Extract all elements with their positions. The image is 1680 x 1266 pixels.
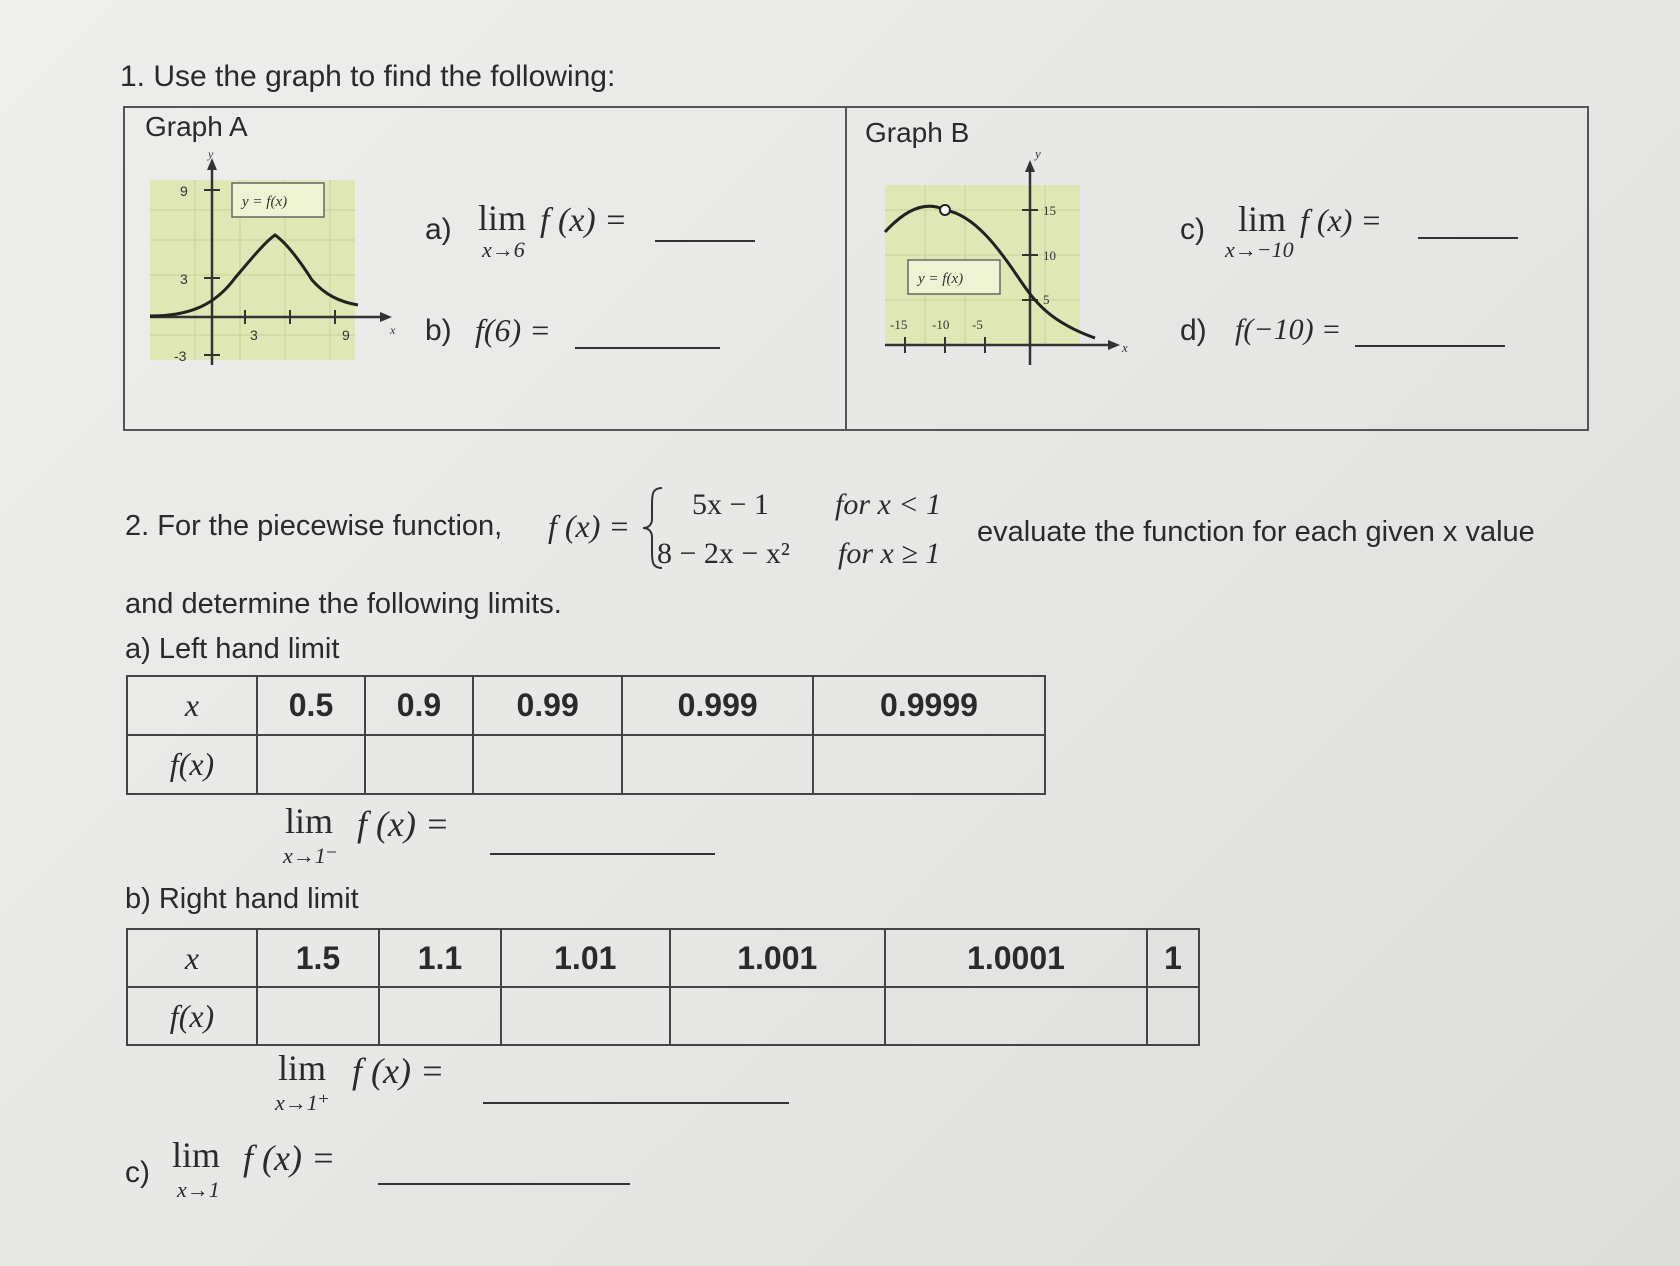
x-value-cell: 1.1 bbox=[379, 929, 501, 987]
q1-d-expr: f(−10) = bbox=[1235, 313, 1342, 346]
graph-a-func-label: y = f(x) bbox=[242, 194, 288, 210]
table-row-fx bbox=[127, 735, 1045, 794]
fx-answer-cell[interactable] bbox=[257, 735, 365, 794]
graph-b-xtick-neg10: -10 bbox=[932, 317, 950, 332]
q1-a-lim: lim bbox=[478, 198, 527, 238]
fx-answer-cell[interactable] bbox=[365, 735, 473, 794]
x-value-cell: 0.99 bbox=[473, 676, 622, 735]
graph-b-xtick-neg15: -15 bbox=[890, 317, 908, 332]
part-c-expr: f (x) = bbox=[243, 1138, 336, 1178]
fx-answer-cell[interactable] bbox=[670, 987, 885, 1045]
graph-a bbox=[140, 150, 400, 380]
piece-1-cond: for x < 1 bbox=[835, 488, 942, 521]
graph-b bbox=[870, 140, 1130, 375]
q1-a-letter: a) bbox=[425, 213, 452, 246]
piece-2-cond: for x ≥ 1 bbox=[838, 537, 941, 570]
fx-header: f(x) bbox=[127, 735, 257, 794]
graph-a-x-arrow bbox=[380, 312, 392, 322]
q1-c-letter: c) bbox=[1180, 213, 1205, 246]
x-value-cell: 0.999 bbox=[622, 676, 813, 735]
part-b-sub: x→1⁺ bbox=[275, 1090, 330, 1115]
graph-b-ytick-5: 5 bbox=[1043, 292, 1050, 307]
q1-a-sub: x→6 bbox=[482, 237, 525, 262]
graph-b-y-arrow bbox=[1025, 160, 1035, 172]
graph-a-ytick-neg3: -3 bbox=[174, 348, 187, 364]
question-2-line2: and determine the following limits. bbox=[125, 588, 562, 620]
graph-b-func-label: y = f(x) bbox=[918, 271, 964, 287]
x-value-cell: 0.5 bbox=[257, 676, 365, 735]
table-row-fx bbox=[127, 987, 1199, 1045]
fx-answer-cell[interactable] bbox=[257, 987, 379, 1045]
fx-header: f(x) bbox=[127, 987, 257, 1045]
x-header: x bbox=[127, 676, 257, 735]
graph-a-y-label: y bbox=[208, 150, 214, 161]
x-header: x bbox=[127, 929, 257, 987]
question-2-tail: evaluate the function for each given x value bbox=[977, 516, 1535, 548]
x-value-cell: 1.5 bbox=[257, 929, 379, 987]
graph-b-x-arrow bbox=[1108, 340, 1120, 350]
q1-b-expr: f(6) = bbox=[475, 312, 551, 348]
graph-b-ytick-15: 15 bbox=[1043, 203, 1056, 218]
x-value-cell: 1.0001 bbox=[885, 929, 1147, 987]
part-a-sub: x→1⁻ bbox=[283, 843, 338, 868]
graph-a-ytick-9: 9 bbox=[180, 183, 188, 199]
graph-b-xtick-neg5: -5 bbox=[972, 317, 983, 332]
question-1-title: 1. Use the graph to find the following: bbox=[120, 60, 616, 93]
q1-c-lim: lim bbox=[1238, 199, 1287, 239]
x-value-cell: 1 bbox=[1147, 929, 1199, 987]
fx-answer-cell[interactable] bbox=[473, 735, 622, 794]
question-2-intro: 2. For the piecewise function, bbox=[125, 510, 503, 542]
part-c-sub: x→1 bbox=[177, 1177, 220, 1202]
graph-b-y-label: y bbox=[1035, 146, 1041, 161]
graph-a-label: Graph A bbox=[145, 111, 248, 142]
graph-box-divider bbox=[845, 106, 847, 431]
left-limit-table bbox=[126, 675, 1046, 795]
q1-a-answer-blank[interactable] bbox=[655, 240, 755, 242]
part-a-expr: f (x) = bbox=[357, 804, 450, 844]
x-value-cell: 1.01 bbox=[501, 929, 670, 987]
q1-d-letter: d) bbox=[1180, 314, 1207, 347]
part-c-answer-blank[interactable] bbox=[378, 1183, 630, 1185]
part-a-label: a) Left hand limit bbox=[125, 633, 340, 665]
fx-answer-cell[interactable] bbox=[379, 987, 501, 1045]
table-row-x bbox=[127, 929, 1199, 987]
x-value-cell: 1.001 bbox=[670, 929, 885, 987]
q1-c-expr: f (x) = bbox=[1300, 202, 1382, 238]
graph-b-x-label: x bbox=[1122, 340, 1128, 355]
fx-answer-cell[interactable] bbox=[501, 987, 670, 1045]
fx-answer-cell[interactable] bbox=[1147, 987, 1199, 1045]
part-b-label: b) Right hand limit bbox=[125, 883, 359, 915]
part-c-letter: c) bbox=[125, 1156, 150, 1189]
piece-1-expr: 5x − 1 bbox=[692, 488, 769, 521]
part-b-answer-blank[interactable] bbox=[483, 1102, 789, 1104]
piece-2-expr: 8 − 2x − x² bbox=[657, 537, 790, 570]
part-c-lim: lim bbox=[172, 1135, 221, 1175]
graph-b-open-point bbox=[940, 205, 950, 215]
part-a-answer-blank[interactable] bbox=[490, 853, 715, 855]
table-row-x bbox=[127, 676, 1045, 735]
q1-c-sub: x→−10 bbox=[1225, 237, 1294, 262]
q1-c-answer-blank[interactable] bbox=[1418, 237, 1518, 239]
x-value-cell: 0.9999 bbox=[813, 676, 1045, 735]
right-limit-table bbox=[126, 928, 1200, 1046]
q1-a-expr: f (x) = bbox=[540, 202, 628, 239]
graph-a-xtick-3: 3 bbox=[250, 327, 258, 343]
fx-answer-cell[interactable] bbox=[813, 735, 1045, 794]
part-b-lim: lim bbox=[278, 1048, 327, 1088]
graph-b-ytick-10: 10 bbox=[1043, 248, 1056, 263]
graph-a-ytick-3: 3 bbox=[180, 271, 188, 287]
fx-answer-cell[interactable] bbox=[622, 735, 813, 794]
q1-d-answer-blank[interactable] bbox=[1355, 345, 1505, 347]
graph-b-label: Graph B bbox=[865, 117, 970, 148]
fx-answer-cell[interactable] bbox=[885, 987, 1147, 1045]
graph-a-x-label: x bbox=[390, 323, 396, 337]
part-b-expr: f (x) = bbox=[352, 1051, 445, 1091]
graph-a-xtick-9: 9 bbox=[342, 327, 350, 343]
piecewise-f-def: f (x) = bbox=[548, 508, 630, 544]
part-a-lim: lim bbox=[285, 801, 334, 841]
q1-b-letter: b) bbox=[425, 314, 452, 347]
q1-b-answer-blank[interactable] bbox=[575, 347, 720, 349]
x-value-cell: 0.9 bbox=[365, 676, 473, 735]
